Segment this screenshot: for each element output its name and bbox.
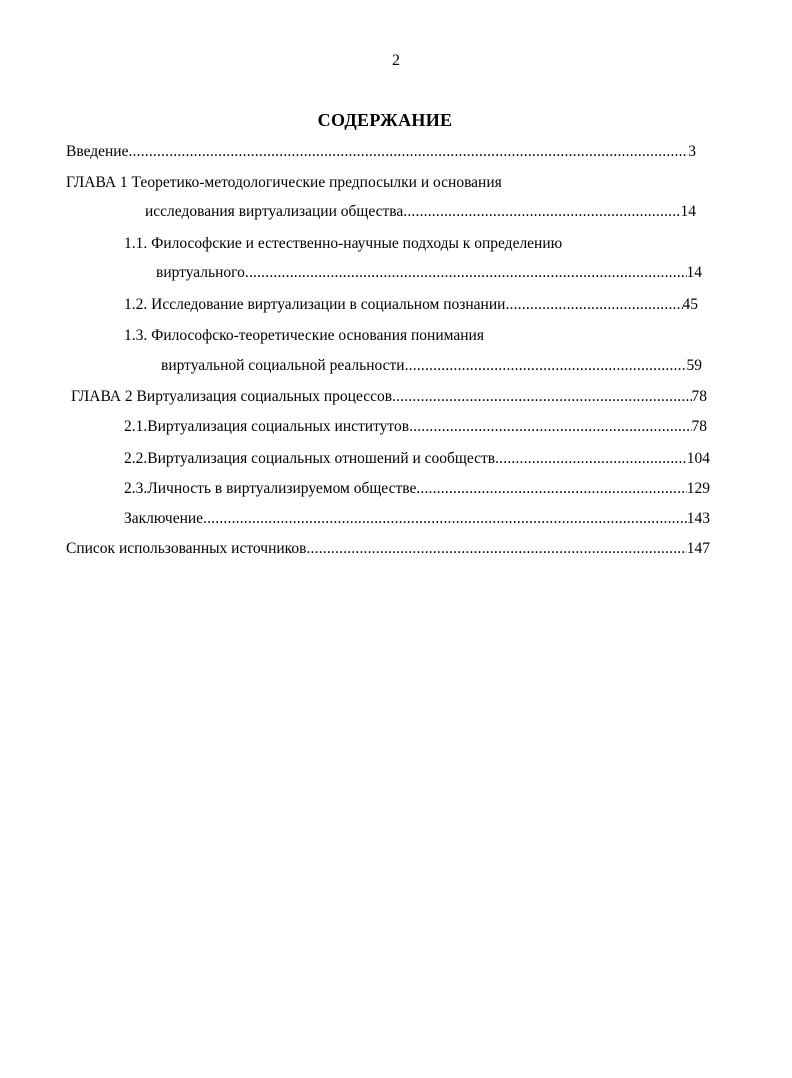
leader-dots <box>403 201 680 223</box>
toc-entry-page: 104 <box>686 450 710 467</box>
toc-entry-text: Заключение <box>124 510 204 527</box>
toc-entry-text: 1.2. Исследование виртуализации в социальном познании <box>124 296 506 313</box>
toc-entry-chapter-1[interactable] <box>145 201 696 223</box>
leader-dots <box>416 478 686 500</box>
toc-entry-section-2-2[interactable] <box>124 448 710 470</box>
toc-entry-page: 3 <box>688 143 696 160</box>
toc-entry-section-1-3[interactable] <box>161 355 702 377</box>
toc-entry-page: 59 <box>686 357 702 374</box>
leader-dots <box>306 538 686 560</box>
toc-entry-chapter-2[interactable] <box>71 386 707 408</box>
toc-entry-text: виртуального <box>156 264 245 281</box>
toc-entry-section-1-2[interactable] <box>124 294 698 316</box>
toc-entry-section-2-3[interactable] <box>124 478 710 500</box>
toc-entry-text: Список использованных источников <box>66 540 307 557</box>
toc-entry-section-1-1[interactable] <box>156 262 702 284</box>
toc-entry-text: ГЛАВА 2 Виртуализация социальных процессов <box>71 388 393 405</box>
toc-entry-intro[interactable] <box>66 141 696 163</box>
toc-entry-page: 45 <box>682 296 698 313</box>
toc-entry-section-1-1-title[interactable]: 1.1. Философские и естественно-научные подходы к определению <box>124 235 563 252</box>
toc-entry-page: 78 <box>691 388 707 405</box>
toc-entry-page: 129 <box>686 480 710 497</box>
toc-entry-page: 143 <box>686 510 710 527</box>
toc-entry-conclusion[interactable] <box>124 508 710 530</box>
toc-entry-text: 2.2.Виртуализация социальных отношений и сообществ <box>124 450 496 467</box>
leader-dots <box>392 386 691 408</box>
toc-entry-text: исследования виртуализации общества <box>145 203 404 220</box>
toc-entry-page: 147 <box>686 540 710 557</box>
leader-dots <box>495 448 687 470</box>
toc-entry-page: 14 <box>680 203 696 220</box>
toc-entry-section-1-3-title[interactable]: 1.3. Философско-теоретические основания понимания <box>124 327 484 344</box>
leader-dots <box>245 262 687 284</box>
leader-dots <box>203 508 687 530</box>
leader-dots <box>405 355 687 377</box>
toc-entry-page: 78 <box>691 418 707 435</box>
toc-entry-text: 2.1.Виртуализация социальных институтов <box>124 418 410 435</box>
leader-dots <box>128 141 688 163</box>
toc-entry-page: 14 <box>686 264 702 281</box>
leader-dots <box>409 416 691 438</box>
toc-entry-text: 2.3.Личность в виртуализируемом обществе <box>124 480 417 497</box>
toc-entry-text: виртуальной социальной реальности <box>161 357 405 374</box>
toc-entry-section-2-1[interactable] <box>124 416 707 438</box>
toc-entry-sources[interactable] <box>66 538 710 560</box>
toc-title: СОДЕРЖАНИЕ <box>317 110 453 130</box>
page-number: 2 <box>392 52 400 69</box>
toc-entry-chapter-1-title[interactable]: ГЛАВА 1 Теоретико-методологические предпосылки и основания <box>66 174 502 191</box>
toc-entry-text: Введение <box>66 143 129 160</box>
leader-dots <box>505 294 682 316</box>
